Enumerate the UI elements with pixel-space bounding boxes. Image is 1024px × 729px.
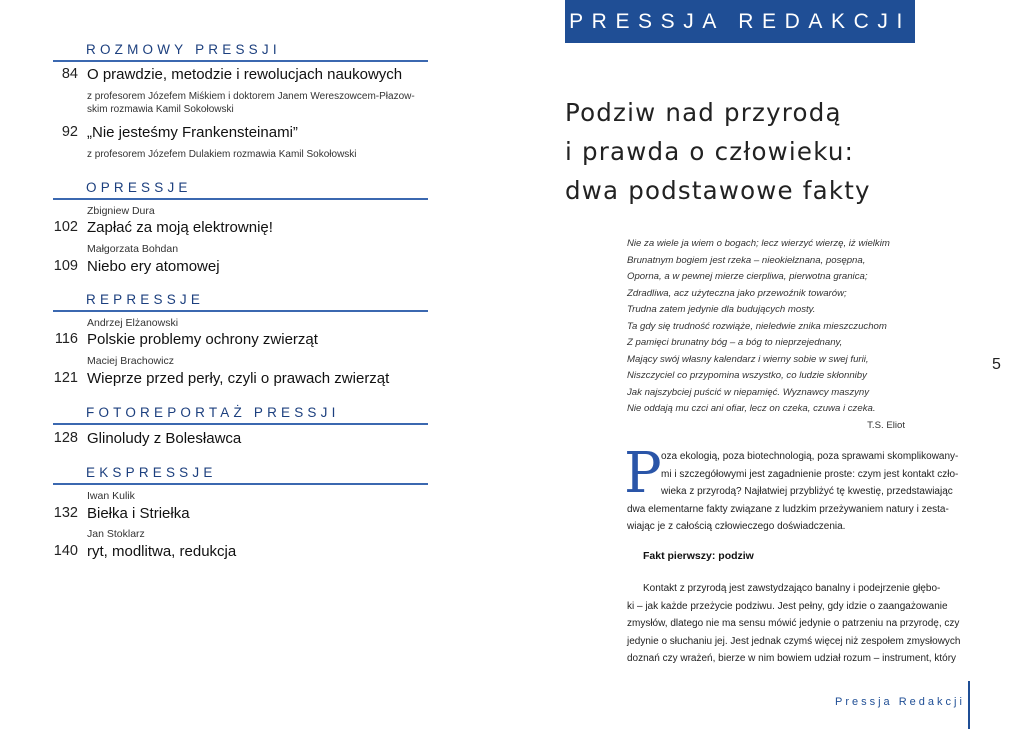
poem-line: Mający swój własny kalendarz i wierny sobie w swej furii, — [627, 353, 869, 365]
toc-entry-author: Andrzej Elżanowski — [87, 317, 179, 329]
article-title-line: Podziw nad przyrodą — [565, 98, 842, 127]
toc-entry-author: Małgorzata Bohdan — [87, 243, 179, 255]
poem-attribution: T.S. Eliot — [867, 419, 905, 431]
paragraph-line: Kontakt z przyrodą jest zawstydzająco banalny i podejrzenie głębo- — [643, 583, 941, 594]
section-divider — [53, 423, 428, 425]
toc-entry-title[interactable]: ryt, modlitwa, redukcja — [87, 543, 237, 560]
toc-entry-author: Zbigniew Dura — [87, 205, 155, 217]
paragraph-line: mi i szczegółowymi jest zagadnienie proste: czym jest kontakt czło- — [661, 468, 959, 480]
toc-entry-author: Jan Stoklarz — [87, 528, 145, 540]
toc-entry-subtitle: skim rozmawia Kamil Sokołowski — [87, 104, 234, 115]
toc-entry-title[interactable]: Wieprze przed perły, czyli o prawach zwierząt — [87, 370, 390, 387]
toc-entry-title[interactable]: „Nie jesteśmy Frankensteinami” — [87, 124, 298, 141]
toc-entry-author: Maciej Brachowicz — [87, 355, 174, 367]
article-title-line: dwa podstawowe fakty — [565, 176, 871, 205]
paragraph-line: wieka z przyrodą? Najłatwiej przybliżyć tę kwestię, przedstawiając — [661, 486, 953, 497]
section-divider — [53, 310, 428, 312]
poem-line: Nie za wiele ja wiem o bogach; lecz wierzyć wierzę, iż wielkim — [627, 238, 890, 249]
footer-divider — [968, 681, 970, 729]
poem-line: Zdradliwa, acz użyteczna jako przewoźnik towarów; — [627, 287, 847, 299]
toc-page-number: 92 — [61, 124, 78, 140]
section-divider — [53, 60, 428, 62]
toc-entry-title[interactable]: Biełka i Striełka — [87, 505, 190, 522]
toc-section-heading: ROZMOWY PRESSJI — [86, 42, 281, 57]
toc-section-heading: FOTOREPORTAŻ PRESSJI — [86, 405, 340, 420]
section-banner: PRESSJA REDAKCJI — [565, 0, 915, 43]
epigraph-poem — [627, 236, 967, 434]
section-divider — [53, 483, 428, 485]
toc-section-heading: REPRESSJE — [86, 292, 205, 307]
toc-entry-author: Iwan Kulik — [87, 490, 135, 502]
poem-line: Oporna, a w pewnej mierze cierpliwa, pierwotna granica; — [627, 271, 868, 282]
poem-line: Niszczyciel co przypomina wszystko, co ludzie skłonniby — [627, 370, 867, 381]
toc-entry-subtitle: z profesorem Józefem Miśkiem i doktorem Janem Wereszowcem-Płazow- — [87, 91, 415, 102]
poem-line: Z pamięci brunatny bóg – a bóg to nieprzejednany, — [627, 337, 843, 348]
paragraph-line: wiając je z całością człowieczego doświadczenia. — [627, 521, 846, 532]
toc-section-heading: OPRESSJE — [86, 180, 192, 195]
toc-page-number: 109 — [53, 258, 78, 274]
poem-line: Trudna zatem jedynie dla budujących mosty. — [627, 304, 816, 315]
poem-line: Ta gdy się trudność rozwiąże, nieledwie znika mieszczuchom — [627, 320, 887, 332]
toc-entry-title[interactable]: Polskie problemy ochrony zwierząt — [87, 331, 318, 348]
article-subheading: Fakt pierwszy: podziw — [643, 550, 754, 562]
article-paragraph — [627, 448, 972, 536]
poem-line: Nie oddają mu czci ani ofiar, lecz on czeka, czuwa i czeka. — [627, 403, 876, 414]
toc-section-heading: EKSPRESSJE — [86, 465, 217, 480]
toc-page-number: 121 — [53, 370, 78, 386]
toc-page-number: 140 — [53, 543, 78, 559]
toc-entry-title[interactable]: Zapłać za moją elektrownię! — [87, 219, 273, 236]
paragraph-line: doznań czy wrażeń, bierze w nim bowiem udział rozum – instrument, który — [627, 653, 957, 664]
article-title-line: i prawda o człowieku: — [565, 137, 855, 166]
paragraph-line: dwa elementarne fakty związane z ludzkim przeżywaniem natury i zesta- — [627, 503, 949, 515]
toc-page-number: 128 — [53, 430, 78, 446]
toc-entry-title[interactable]: Glinoludy z Bolesławca — [87, 430, 242, 447]
paragraph-line: oza ekologią, poza biotechnologią, poza sprawami skomplikowany- — [661, 451, 959, 462]
running-footer: Pressja Redakcji — [835, 696, 965, 708]
toc-page-number: 84 — [61, 66, 78, 82]
article-paragraph — [627, 580, 972, 668]
paragraph-line: jedynie o słuchaniu jej. Jest jednak czymś więcej niż zespołem zmysłowych — [627, 635, 961, 647]
toc-page-number: 116 — [54, 331, 78, 347]
toc-entry-title[interactable]: O prawdzie, metodzie i rewolucjach naukowych — [87, 66, 403, 83]
poem-line: Brunatnym bogiem jest rzeka – nieokiełznana, posępna, — [627, 254, 866, 266]
toc-entry-title[interactable]: Niebo ery atomowej — [87, 258, 220, 275]
toc-entry-subtitle: z profesorem Józefem Dulakiem rozmawia Kamil Sokołowski — [87, 149, 357, 160]
poem-line: Jak najszybciej puścić w niepamięć. Wyznawcy maszyny — [627, 386, 870, 398]
drop-cap: P — [624, 441, 662, 506]
section-divider — [53, 198, 428, 200]
toc-page-number: 132 — [53, 505, 78, 521]
page-number: 5 — [992, 356, 1001, 373]
paragraph-line: ki – jak każde przeżycie podziwu. Jest pełny, gdy idzie o zaangażowanie — [627, 600, 948, 612]
paragraph-line: zmysłów, dlatego nie ma sensu mówić jedynie o patrzeniu na przyrodę, czy — [627, 618, 960, 629]
toc-page-number: 102 — [53, 219, 78, 235]
article-title — [565, 93, 985, 210]
